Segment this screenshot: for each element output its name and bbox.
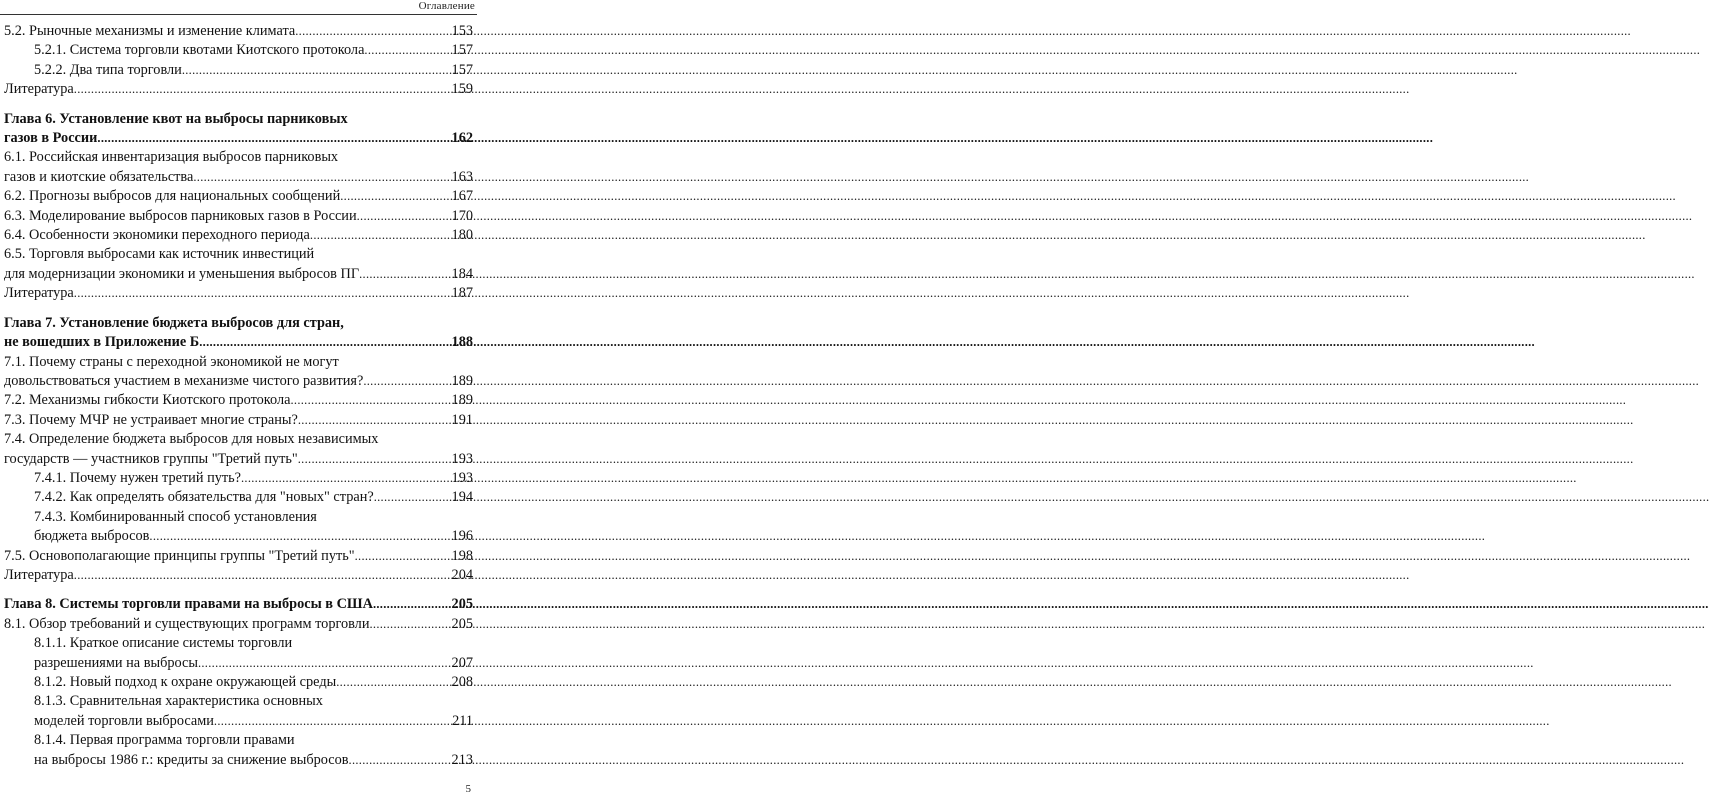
toc-entry-title: 5.2.2. Два типа торговли (34, 61, 182, 78)
dot-leader (355, 547, 451, 566)
toc-page-number: 205 (451, 615, 473, 632)
toc-page-number: 194 (451, 489, 473, 506)
dot-leader (336, 673, 450, 692)
toc-entry-title: на выбросы 1986 г.: кредиты за снижение выбросов (34, 751, 349, 768)
toc-entry-title: довольствоваться участием в механизме чистого развития? (4, 372, 364, 389)
toc-section-entry[interactable] (0, 226, 477, 245)
toc-page-number: 193 (451, 469, 473, 486)
toc-page-number: 157 (451, 61, 473, 78)
toc-entry-title: 7.5. Основополагающие принципы группы "Третий путь" (4, 547, 355, 564)
toc-entry-title: 6.3. Моделирование выбросов парниковых газов в России (4, 207, 357, 224)
toc-section-entry[interactable] (0, 80, 477, 99)
toc-entry-title: 5.2. Рыночные механизмы и изменение климата (4, 23, 296, 39)
toc-section-entry[interactable] (0, 207, 477, 226)
toc-page-number: 188 (451, 334, 473, 351)
toc-entry-title-line: 6.5. Торговля выбросами как источник инвестиций (4, 246, 315, 263)
dot-leader (363, 372, 450, 391)
toc-entry-title: Глава 8. Системы торговли правами на выбросы в США (4, 596, 373, 613)
toc-entry-title: 5.2.1. Система торговли квотами Киотского протокола (34, 42, 365, 59)
toc-section-entry[interactable] (0, 547, 477, 566)
toc-entry-title: 8.1. Обзор требований и существующих программ торговли (4, 615, 370, 632)
dot-leader (295, 22, 450, 41)
dot-leader (349, 751, 451, 770)
toc-page-number: 162 (451, 130, 473, 147)
toc-section-entry[interactable] (0, 148, 477, 187)
toc-subsection-entry[interactable] (0, 41, 477, 60)
toc-page-number: 205 (451, 596, 473, 613)
toc-entry-title: государств — участников группы "Третий путь" (4, 450, 298, 467)
toc-page-number: 208 (451, 674, 473, 690)
toc-page-number: 207 (451, 654, 473, 671)
toc-subsection-entry[interactable] (0, 508, 477, 547)
dot-leader (340, 187, 450, 206)
toc-entry-title-line: 8.1.1. Краткое описание системы торговли (34, 635, 293, 652)
toc-section-entry[interactable] (0, 22, 477, 41)
dot-leader (298, 411, 451, 430)
dot-leader (298, 450, 451, 469)
toc-page-number: 196 (451, 528, 473, 545)
toc-entry-title-line: Глава 7. Установление бюджета выбросов для стран, (4, 314, 344, 331)
toc-page-number: 189 (451, 372, 473, 389)
dot-leader (74, 284, 451, 303)
toc-entry-title: 6.4. Особенности экономики переходного периода (4, 227, 310, 244)
table-of-contents (0, 22, 477, 770)
toc-section-entry[interactable] (0, 391, 477, 410)
toc-entry-title: 7.4.1. Почему нужен третий путь? (34, 469, 241, 486)
toc-entry-title-line: 8.1.3. Сравнительная характеристика основных (34, 693, 323, 710)
page-number: 5 (465, 783, 471, 795)
toc-entry-title: 7.2. Механизмы гибкости Киотского протокола (4, 392, 291, 409)
dot-leader (97, 129, 450, 148)
dot-leader (198, 654, 451, 673)
toc-page-number: 153 (451, 23, 473, 39)
toc-entry-title: 8.1.2. Новый подход к охране окружающей среды (34, 674, 337, 690)
toc-page-number: 163 (451, 168, 473, 185)
dot-leader (149, 527, 450, 546)
dot-leader (359, 265, 450, 284)
toc-page-number: 193 (451, 450, 473, 467)
dot-leader (290, 391, 450, 410)
toc-entry-title: бюджета выбросов (34, 528, 150, 545)
toc-entry-title-line: 6.1. Российская инвентаризация выбросов парниковых (4, 149, 339, 166)
toc-entry-title: 7.3. Почему МЧР не устраивает многие страны? (4, 411, 298, 428)
toc-page-number: 198 (451, 547, 473, 564)
dot-leader (374, 488, 451, 507)
dot-leader (364, 41, 450, 60)
toc-entry-title-line: 7.4.3. Комбинированный способ установления (34, 508, 317, 525)
dot-leader (182, 61, 451, 80)
toc-page-number: 189 (451, 392, 473, 409)
toc-page-number: 213 (451, 751, 473, 768)
toc-entry-title: разрешениями на выбросы (34, 654, 198, 671)
toc-chapter-entry[interactable] (0, 314, 477, 353)
toc-section-entry[interactable] (0, 353, 477, 392)
toc-section-entry[interactable] (0, 284, 477, 303)
toc-chapter-entry[interactable] (0, 595, 477, 614)
toc-subsection-entry[interactable] (0, 673, 477, 692)
toc-entry-title: газов и киотские обязательства (4, 168, 194, 185)
toc-section-entry[interactable] (0, 411, 477, 430)
toc-entry-title: моделей торговли выбросами (34, 712, 214, 729)
dot-leader (310, 226, 451, 245)
toc-entry-title-line: Глава 6. Установление квот на выбросы парниковых (4, 110, 348, 127)
toc-subsection-entry[interactable] (0, 488, 477, 507)
toc-section-entry[interactable] (0, 245, 477, 284)
toc-entry-title: Литература (4, 81, 74, 98)
toc-subsection-entry[interactable] (0, 634, 477, 673)
toc-page-number: 204 (451, 566, 473, 583)
toc-page-number: 167 (451, 188, 473, 205)
toc-entry-title: Литература (4, 285, 74, 302)
toc-entry-title: не вошедших в Приложение Б (4, 334, 200, 351)
toc-entry-title: 7.4.2. Как определять обязательства для "новых" стран? (34, 489, 374, 506)
toc-page-number: 184 (451, 265, 473, 282)
toc-entry-title: газов в России (4, 130, 98, 147)
dot-leader (373, 595, 451, 614)
toc-section-entry[interactable] (0, 430, 477, 469)
running-header: Оглавление (418, 0, 475, 12)
toc-page-number: 157 (451, 42, 473, 59)
toc-entry-title: Литература (4, 566, 74, 583)
toc-entry-title-line: 8.1.4. Первая программа торговли правами (34, 732, 295, 749)
toc-entry-title-line: 7.1. Почему страны с переходной экономикой не могут (4, 353, 339, 370)
dot-leader (369, 615, 450, 634)
toc-section-entry[interactable] (0, 566, 477, 585)
dot-leader (74, 566, 451, 585)
toc-page-number: 211 (452, 712, 473, 729)
toc-page-number: 187 (451, 285, 473, 302)
toc-entry-title-line: 7.4. Определение бюджета выбросов для новых независимых (4, 431, 379, 448)
toc-page-number: 159 (451, 81, 473, 98)
toc-subsection-entry[interactable] (0, 731, 477, 770)
dot-leader (74, 80, 451, 99)
toc-page-number: 191 (451, 411, 473, 428)
toc-chapter-entry[interactable] (0, 110, 477, 149)
toc-subsection-entry[interactable] (0, 692, 477, 731)
toc-page-number: 170 (451, 207, 473, 224)
toc-section-entry[interactable] (0, 615, 477, 634)
toc-subsection-entry[interactable] (0, 61, 477, 80)
toc-page-number: 180 (451, 227, 473, 244)
toc-entry-title: 6.2. Прогнозы выбросов для национальных сообщений (4, 188, 341, 205)
toc-entry-title: для модернизации экономики и уменьшения выбросов ПГ (4, 265, 360, 282)
dot-leader (241, 469, 451, 488)
dot-leader (199, 333, 450, 352)
dot-leader (357, 207, 451, 226)
dot-leader (193, 168, 450, 187)
toc-section-entry[interactable] (0, 187, 477, 206)
dot-leader (214, 712, 451, 731)
header-divider (0, 14, 477, 15)
toc-subsection-entry[interactable] (0, 469, 477, 488)
